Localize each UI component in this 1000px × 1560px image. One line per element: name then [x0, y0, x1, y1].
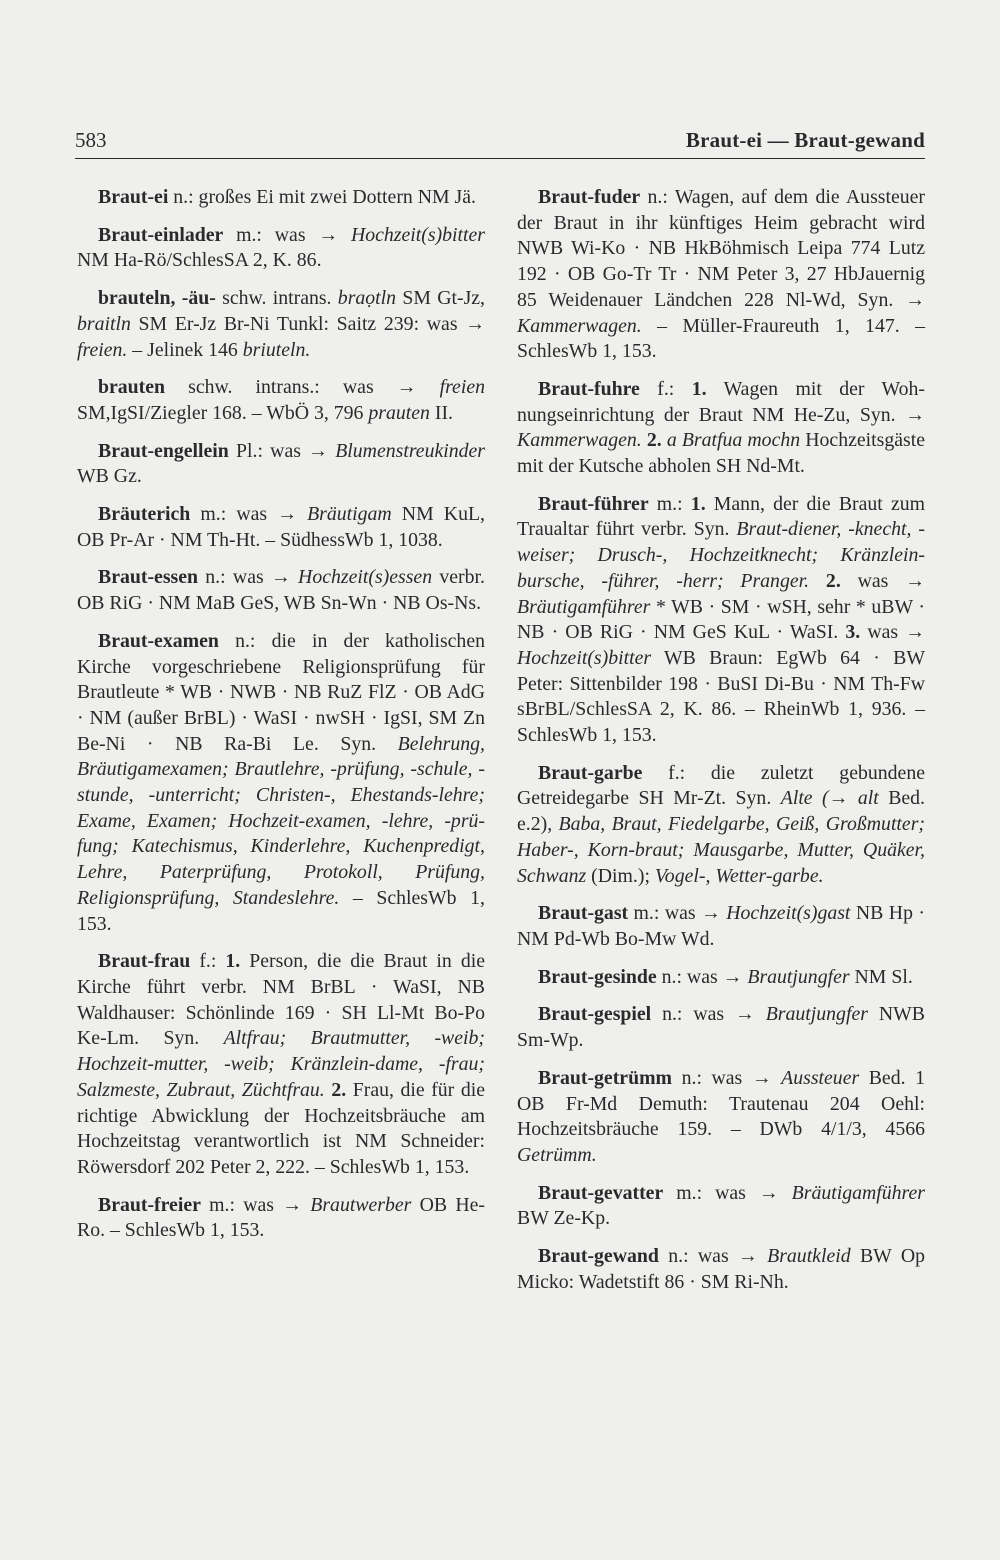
entry-italic-text: Brautwerber: [310, 1193, 412, 1216]
entry-text: NB Hp · NM Pd-Wb Bo-Mw Wd.: [517, 902, 925, 950]
entry-text: – Müller-Fraureuth 1, 147. – SchlesWb 1, 153.: [517, 314, 925, 363]
entry-text: II.: [429, 401, 454, 424]
entry-text: WB Braun: EgWb 64 · BW Peter: Sittenbilder 198 · BuSI Di-Bu · NM Th-Fw sBrBL/SchlesSA 2, K. 86. – RheinWb 1, 936. – SchlesWb 1, 153.: [517, 646, 925, 747]
entry-text: f.:: [190, 950, 226, 973]
entry-italic-text: Bräutigamführer: [517, 595, 651, 618]
entry-text: [809, 570, 826, 592]
entry-italic-text: freien: [439, 376, 485, 399]
entry-headword: Braut-fuder: [538, 186, 641, 208]
sense-number: 1.: [690, 492, 706, 515]
entry-text: n.: was →: [658, 1245, 768, 1268]
dictionary-entry: [517, 185, 925, 365]
entry-headword: Braut-examen: [98, 629, 219, 652]
entry-italic-text: Bräutigam: [307, 503, 392, 526]
sense-number: 1.: [225, 950, 241, 973]
entry-text: – Jelinek 146: [127, 338, 243, 361]
entry-italic-text: Hochzeit(s)essen: [298, 566, 433, 589]
entry-text: schw. intrans.: [215, 287, 338, 310]
running-head: Braut-ei — Braut-gewand: [685, 128, 925, 152]
entry-italic-text: Belehrung, Bräutigamexamen; Brautlehre, -prüfung, -schule, -stunde, -unterricht; Christen-, Ehestands-lehre; Exame, Examen; Hochzeit-examen, -lehre, -prüfung; Katechismus, Kinderlehre, Kuchenpredigt, Lehre, Paterprüfung, Protokoll, Prüfung, Religionsprüfung, Standeslehre.: [77, 732, 485, 909]
entry-text: NWB Sm-Wp.: [517, 1003, 925, 1052]
entry-italic-text: Bräutigamführer: [791, 1181, 925, 1204]
entry-text: schw. intrans.: was →: [165, 376, 440, 399]
entry-text: Hochzeitsgäste mit der Kutsche abholen SH Nd-Mt.: [517, 429, 925, 478]
entry-text: – SchlesWb 1, 153.: [77, 886, 485, 935]
entry-headword: Braut-gespiel: [538, 1003, 652, 1026]
entry-headword: Braut-gast: [538, 902, 629, 925]
entry-headword: Braut-gesinde: [538, 965, 657, 988]
entry-text: m.: was →: [628, 902, 727, 925]
entry-text: m.:: [648, 492, 691, 515]
dictionary-entry: [517, 1244, 925, 1295]
dictionary-entry: [77, 502, 485, 553]
sense-number: 1.: [691, 377, 707, 400]
dictionary-entry: [517, 901, 925, 952]
entry-text: n.: was →: [198, 566, 299, 589]
entry-text: Wagen mit der Wohnungseinrichtung der Braut NM He-Zu, Syn. →: [517, 377, 926, 426]
dictionary-entry: [517, 965, 925, 991]
dictionary-entry: [517, 492, 925, 749]
entry-headword: Braut-einlader: [98, 223, 224, 246]
entry-italic-text: freien.: [77, 338, 128, 361]
dictionary-entry: [517, 1181, 925, 1232]
entry-text: OB He-Ro. – SchlesWb 1, 153.: [77, 1193, 486, 1242]
entry-headword: Braut-essen: [98, 566, 198, 589]
sense-number: 2.: [331, 1078, 347, 1101]
entry-text: f.: die zuletzt gebundene Getreidegarbe SH Mr-Zt. Syn.: [517, 761, 925, 810]
entry-italic-text: briuteln.: [242, 338, 311, 361]
entry-italic-text: Hochzeit(s)bitter: [517, 646, 652, 669]
entry-headword: brauteln, -äu-: [98, 287, 216, 310]
entry-text: Frau, die für die richtige Abwicklung der Hochzeitsbräuche am Hochzeitstag verantwortlich ist NM Schneider: Röwersdorf 202 Peter 2, 222. – SchlesWb 1, 153.: [77, 1078, 485, 1178]
sense-number: 2.: [646, 429, 662, 452]
entry-headword: Braut-engellein: [98, 439, 229, 462]
entry-text: n.: was →: [656, 965, 748, 988]
entry-text: was →: [840, 569, 925, 592]
entry-text: m.: was →: [223, 223, 351, 246]
entry-italic-text: Blumenstreukinder: [335, 439, 485, 462]
entry-headword: Braut-getrümm: [538, 1066, 673, 1089]
right-column: [517, 185, 925, 1307]
entry-italic-text: Altfrau; Brautmutter, -weib; Hochzeit-mutter, -weib; Kränzlein-dame, -frau; Salzmeste, Zubraut, Züchtfrau.: [77, 1027, 485, 1101]
entry-text: SM,IgSI/Ziegler 168. – WbÖ 3, 796: [77, 401, 369, 424]
dictionary-entry: [77, 375, 485, 426]
entry-italic-text: braọtln: [337, 287, 397, 310]
entry-headword: Braut-freier: [98, 1193, 201, 1216]
entry-italic-text: Aussteuer: [781, 1066, 860, 1089]
entry-headword: Braut-führer: [538, 492, 649, 515]
entry-text: Bed. 1 OB Fr-Md Demuth: Trautenau 204 Oehl: Hochzeitsbräuche 159. – DWb 4/1/3, 4566: [517, 1066, 925, 1141]
dictionary-entry: [77, 439, 485, 490]
entry-text: n.: was →: [651, 1003, 766, 1026]
entry-text: m.: was →: [200, 1193, 311, 1216]
entry-italic-text: prauten: [368, 401, 430, 424]
entry-italic-text: Baba, Braut, Fiedelgarbe, Geiß, Großmutter; Haber-, Korn-braut; Mausgarbe, Mutter, Quäker, Schwanz: [517, 813, 925, 887]
entry-text: m.: was →: [663, 1181, 792, 1204]
entry-italic-text: braitln: [77, 312, 131, 335]
entry-text: n.: großes Ei mit zwei Dottern NM Jä.: [168, 186, 476, 208]
entry-text: Person, die die Braut in die Kirche führt verbr. NM BrBL · WaSI, NB Waldhauser: Schönlinde 169 · SH Ll-Mt Bo-Po Ke-Lm. Syn.: [77, 950, 485, 1050]
entry-italic-text: Kammerwagen.: [517, 314, 642, 337]
entry-text: was →: [860, 621, 925, 644]
entry-italic-text: Brautkleid: [767, 1245, 851, 1268]
entry-text: n.: was →: [672, 1066, 782, 1089]
entry-text: verbr. OB RiG · NM MaB GeS, WB Sn-Wn · NB Os-Ns.: [77, 566, 485, 615]
entry-text: SM Er-Jz Br-Ni Tunkl: Saitz 239: was →: [130, 312, 485, 335]
left-column: [77, 185, 485, 1256]
entry-text: NM Sl.: [849, 965, 913, 988]
entry-text: Mann, der die Braut zum Traualtar führt verbr. Syn.: [517, 492, 925, 541]
entry-italic-text: Brautjungfer: [747, 965, 850, 988]
entry-text: BW Op Micko: Wadetstift 86 · SM Ri-Nh.: [517, 1245, 925, 1293]
dictionary-entry: [77, 1193, 485, 1244]
entry-text: WB Gz.: [77, 465, 142, 488]
dictionary-entry: [77, 286, 485, 363]
dictionary-entry: [77, 185, 485, 211]
dictionary-entry: [77, 223, 485, 274]
entry-text: (Dim.);: [586, 864, 655, 887]
page-number: 583: [75, 128, 107, 152]
dictionary-entry: [77, 949, 485, 1180]
entry-text: NM KuL, OB Pr-Ar · NM Th-Ht. – SüdhessWb 1, 1038.: [77, 503, 485, 551]
dictionary-entry: [77, 629, 485, 937]
entry-headword: Braut-frau: [98, 950, 191, 973]
dictionary-entry: [77, 565, 485, 616]
entry-italic-text: Hochzeit(s)gast: [726, 902, 851, 925]
entry-italic-text: Hochzeit(s)bitter: [350, 223, 485, 246]
page-header: [75, 128, 925, 159]
entry-italic-text: Getrümm.: [517, 1143, 597, 1166]
entry-text: SM Gt-Jz,: [396, 287, 486, 310]
entry-text: * WB · SM · wSH, sehr * uBW · NB · OB RiG · NM GeS KuL · WaSI.: [517, 595, 925, 644]
entry-italic-text: Vogel-, Wetter-garbe.: [654, 864, 824, 887]
entry-headword: Braut-garbe: [538, 761, 643, 784]
dictionary-entry: [517, 377, 925, 480]
dictionary-entry: [517, 761, 925, 890]
entry-text: Bed. e.2),: [517, 787, 926, 836]
entry-headword: Braut-gewand: [538, 1245, 659, 1268]
entry-italic-text: Alte (→ alt: [780, 787, 879, 810]
entry-text: NM Ha-Rö/SchlesSA 2, K. 86.: [77, 249, 322, 272]
entry-text: f.:: [639, 377, 692, 400]
entry-italic-text: Brautjungfer: [765, 1003, 868, 1026]
entry-text: Pl.: was →: [228, 439, 336, 462]
sense-number: 2.: [825, 569, 841, 592]
dictionary-entry: [517, 1066, 925, 1169]
dictionary-entry: [517, 1002, 925, 1053]
entry-headword: brauten: [98, 376, 166, 399]
entry-italic-text: a Bratfua mochn: [666, 429, 801, 452]
sense-number: 3.: [845, 621, 861, 644]
entry-headword: Braut-fuhre: [538, 377, 640, 400]
entry-italic-text: Kammerwagen.: [517, 429, 642, 452]
entry-headword: Braut-gevatter: [538, 1181, 664, 1204]
entry-text: n.: die in der katholischen Kirche vorgeschriebene Religionsprüfung für Brautleute * WB · NWB · NB RuZ FlZ · OB AdG · NM (außer BrBL) · WaSI · nwSH · IgSI, SM Zn Be-Ni · NB Ra-Bi Le. Syn.: [77, 629, 485, 755]
entry-italic-text: Braut-diener, -knecht, -weiser; Drusch-, Hochzeitknecht; Kränzlein-bursche, -führer, -herr; Pranger.: [517, 518, 925, 592]
entry-headword: Bräuterich: [98, 503, 191, 526]
entry-text: m.: was →: [190, 503, 308, 526]
entry-headword: Braut-ei: [98, 186, 169, 208]
entry-text: n.: Wagen, auf dem die Aussteuer der Braut in ihr künftiges Heim gebracht wird NWB Wi-Ko · NB HkBöhmisch Leipa 774 Lutz 192 · OB Go-Tr Tr · NM Peter 3, 27 HbJauernig 85 Weidenauer Ländchen 228 Nl-Wd, Syn. →: [517, 186, 925, 311]
entry-text: BW Ze-Kp.: [517, 1207, 611, 1230]
